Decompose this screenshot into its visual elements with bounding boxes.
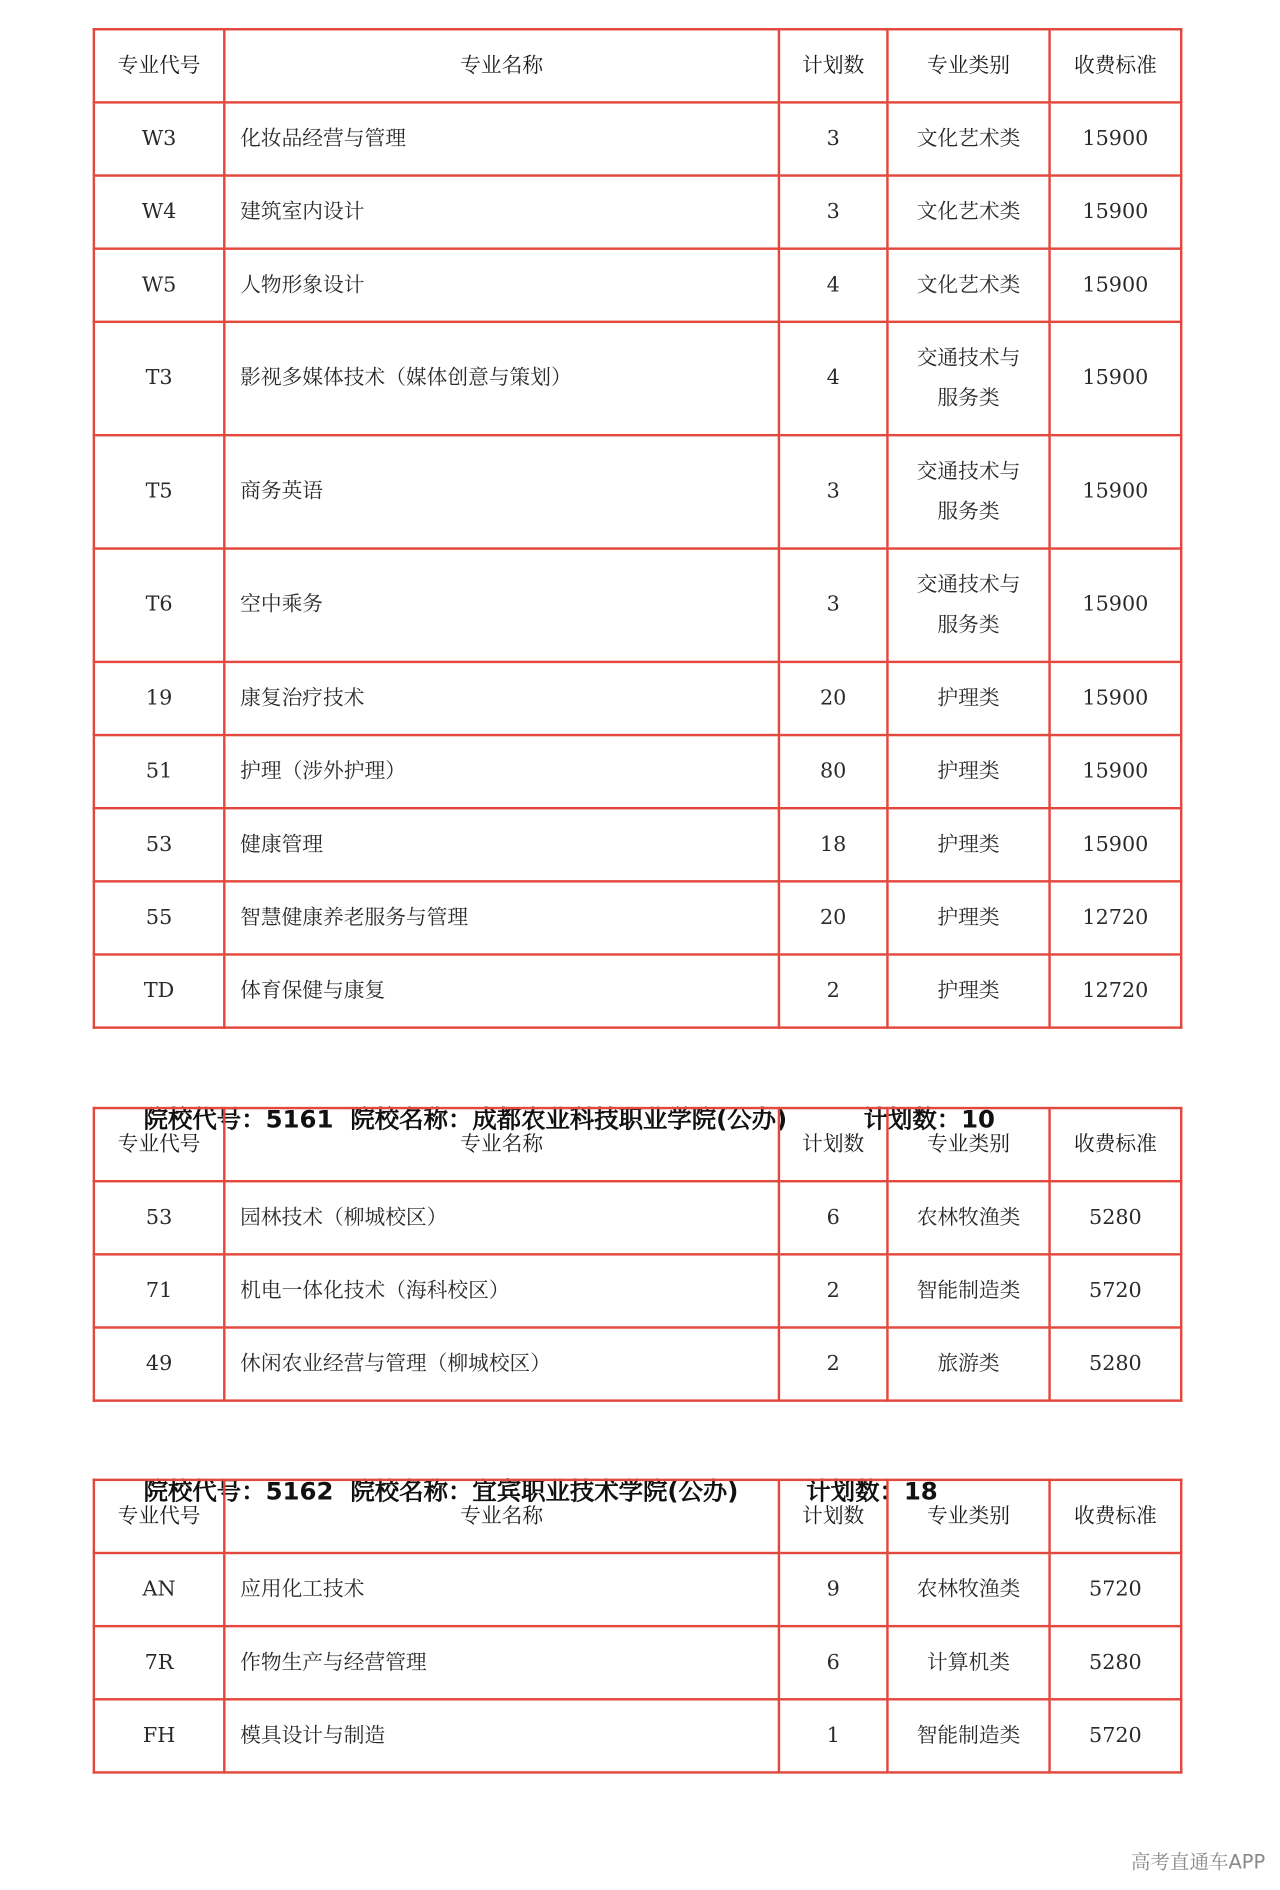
cell-plan: 3	[779, 102, 887, 175]
cell-name: 建筑室内设计	[224, 176, 779, 249]
cell-plan: 3	[779, 176, 887, 249]
header-plan-count: 计划数	[779, 29, 887, 102]
cell-code: TD	[94, 954, 224, 1027]
table-school-5161	[93, 1107, 1183, 1402]
cell-plan: 9	[779, 1553, 887, 1626]
table-school-1-continued	[93, 28, 1183, 1029]
cell-plan: 80	[779, 735, 887, 808]
cell-code: 49	[94, 1327, 224, 1400]
cell-code: W4	[94, 176, 224, 249]
cell-code: 19	[94, 662, 224, 735]
table-row	[94, 249, 1181, 322]
table-row	[94, 1327, 1181, 1400]
cell-name: 护理（涉外护理）	[224, 735, 779, 808]
major-table-3	[93, 1479, 1183, 1774]
cell-fee: 15900	[1050, 735, 1182, 808]
table-row	[94, 954, 1181, 1027]
header-major-name: 专业名称	[224, 29, 779, 102]
header-major-code: 专业代号	[94, 29, 224, 102]
cell-name: 模具设计与制造	[224, 1699, 779, 1772]
table-row	[94, 1181, 1181, 1254]
table-row	[94, 549, 1181, 662]
header-major-name: 专业名称	[224, 1108, 779, 1181]
cell-fee: 12720	[1050, 954, 1182, 1027]
cell-plan: 6	[779, 1626, 887, 1699]
cell-name: 智慧健康养老服务与管理	[224, 881, 779, 954]
table-row	[94, 322, 1181, 435]
header-fee-standard: 收费标准	[1050, 1480, 1182, 1553]
table-header-row	[94, 29, 1181, 102]
cell-code: 53	[94, 808, 224, 881]
cell-category: 智能制造类	[887, 1699, 1049, 1772]
header-major-name: 专业名称	[224, 1480, 779, 1553]
major-table-2	[93, 1107, 1183, 1402]
cell-plan: 3	[779, 435, 887, 548]
cell-category	[887, 435, 1049, 548]
cell-name: 体育保健与康复	[224, 954, 779, 1027]
cell-name: 健康管理	[224, 808, 779, 881]
cell-plan: 4	[779, 322, 887, 435]
cell-fee: 5720	[1050, 1553, 1182, 1626]
school-plan-label: 计划数：10	[863, 1104, 996, 1134]
cell-fee: 15900	[1050, 102, 1182, 175]
table-row	[94, 1553, 1181, 1626]
header-fee-standard: 收费标准	[1050, 29, 1182, 102]
school-name-label: 院校名称：宜宾职业技术学院(公办)	[350, 1476, 739, 1506]
cell-name: 化妆品经营与管理	[224, 102, 779, 175]
cell-code: 71	[94, 1254, 224, 1327]
school-code-label: 院校代号：5162	[143, 1476, 334, 1506]
table-row	[94, 1626, 1181, 1699]
header-major-code: 专业代号	[94, 1108, 224, 1181]
table-row	[94, 1699, 1181, 1772]
cell-fee: 15900	[1050, 662, 1182, 735]
header-fee-standard: 收费标准	[1050, 1108, 1182, 1181]
cell-plan: 3	[779, 549, 887, 662]
cell-name: 应用化工技术	[224, 1553, 779, 1626]
cell-fee: 5280	[1050, 1181, 1182, 1254]
category-line-1: 交通技术与	[916, 458, 1021, 484]
cell-plan: 2	[779, 1254, 887, 1327]
school-name-label: 院校名称：成都农业科技职业学院(公办)	[350, 1104, 788, 1134]
cell-code: 55	[94, 881, 224, 954]
cell-category: 文化艺术类	[887, 102, 1049, 175]
cell-fee: 5280	[1050, 1327, 1182, 1400]
category-line-2: 服务类	[937, 499, 1000, 524]
category-line-1: 交通技术与	[916, 572, 1021, 597]
cell-fee: 15900	[1050, 249, 1182, 322]
cell-fee: 5720	[1050, 1699, 1182, 1772]
cell-category: 护理类	[887, 954, 1049, 1027]
cell-category: 文化艺术类	[887, 249, 1049, 322]
table-row	[94, 735, 1181, 808]
cell-category	[887, 549, 1049, 662]
cell-plan: 4	[779, 249, 887, 322]
table-row	[94, 662, 1181, 735]
cell-category: 智能制造类	[887, 1254, 1049, 1327]
table-row	[94, 808, 1181, 881]
table-header-row	[94, 1108, 1181, 1181]
cell-fee: 15900	[1050, 322, 1182, 435]
cell-code: AN	[94, 1553, 224, 1626]
cell-fee: 5280	[1050, 1626, 1182, 1699]
header-plan-count: 计划数	[779, 1108, 887, 1181]
cell-name: 休闲农业经营与管理（柳城校区）	[224, 1327, 779, 1400]
cell-plan: 6	[779, 1181, 887, 1254]
cell-category: 旅游类	[887, 1327, 1049, 1400]
cell-category: 护理类	[887, 662, 1049, 735]
header-major-category: 专业类别	[887, 1108, 1049, 1181]
table-school-5162	[93, 1479, 1183, 1774]
watermark-text: 高考直通车APP	[1130, 1850, 1266, 1874]
category-line-2: 服务类	[937, 385, 1000, 411]
cell-code: FH	[94, 1699, 224, 1772]
school-plan-label: 计划数：18	[806, 1476, 938, 1506]
cell-category: 护理类	[887, 808, 1049, 881]
cell-code: W5	[94, 249, 224, 322]
table-row	[94, 1254, 1181, 1327]
cell-name: 作物生产与经营管理	[224, 1626, 779, 1699]
header-major-category: 专业类别	[887, 29, 1049, 102]
table-row	[94, 435, 1181, 548]
cell-category: 农林牧渔类	[887, 1553, 1049, 1626]
cell-code: 51	[94, 735, 224, 808]
cell-code: 7R	[94, 1626, 224, 1699]
cell-plan: 2	[779, 954, 887, 1027]
school-code-label: 院校代号：5161	[143, 1104, 334, 1134]
header-major-code: 专业代号	[94, 1480, 224, 1553]
cell-code: T6	[94, 549, 224, 662]
cell-fee: 15900	[1050, 549, 1182, 662]
cell-plan: 20	[779, 881, 887, 954]
cell-name: 商务英语	[224, 435, 779, 548]
cell-category: 文化艺术类	[887, 176, 1049, 249]
cell-category: 农林牧渔类	[887, 1181, 1049, 1254]
cell-fee: 15900	[1050, 808, 1182, 881]
cell-fee: 15900	[1050, 435, 1182, 548]
cell-name: 影视多媒体技术（媒体创意与策划）	[224, 322, 779, 435]
category-line-1: 交通技术与	[916, 345, 1021, 370]
cell-name: 机电一体化技术（海科校区）	[224, 1254, 779, 1327]
cell-plan: 20	[779, 662, 887, 735]
cell-code: 53	[94, 1181, 224, 1254]
header-plan-count: 计划数	[779, 1480, 887, 1553]
major-table-1	[93, 28, 1183, 1029]
cell-category: 护理类	[887, 735, 1049, 808]
cell-name: 康复治疗技术	[224, 662, 779, 735]
cell-fee: 5720	[1050, 1254, 1182, 1327]
cell-name: 人物形象设计	[224, 249, 779, 322]
cell-category	[887, 322, 1049, 435]
cell-code: W3	[94, 102, 224, 175]
cell-name: 园林技术（柳城校区）	[224, 1181, 779, 1254]
header-major-category: 专业类别	[887, 1480, 1049, 1553]
table-row	[94, 176, 1181, 249]
cell-fee: 12720	[1050, 881, 1182, 954]
category-line-2: 服务类	[937, 612, 1000, 637]
cell-category: 计算机类	[887, 1626, 1049, 1699]
table-row	[94, 102, 1181, 175]
cell-plan: 2	[779, 1327, 887, 1400]
cell-fee: 15900	[1050, 176, 1182, 249]
cell-plan: 18	[779, 808, 887, 881]
table-header-row	[94, 1480, 1181, 1553]
table-row	[94, 881, 1181, 954]
cell-name: 空中乘务	[224, 549, 779, 662]
cell-code: T5	[94, 435, 224, 548]
cell-plan: 1	[779, 1699, 887, 1772]
cell-category: 护理类	[887, 881, 1049, 954]
cell-code: T3	[94, 322, 224, 435]
